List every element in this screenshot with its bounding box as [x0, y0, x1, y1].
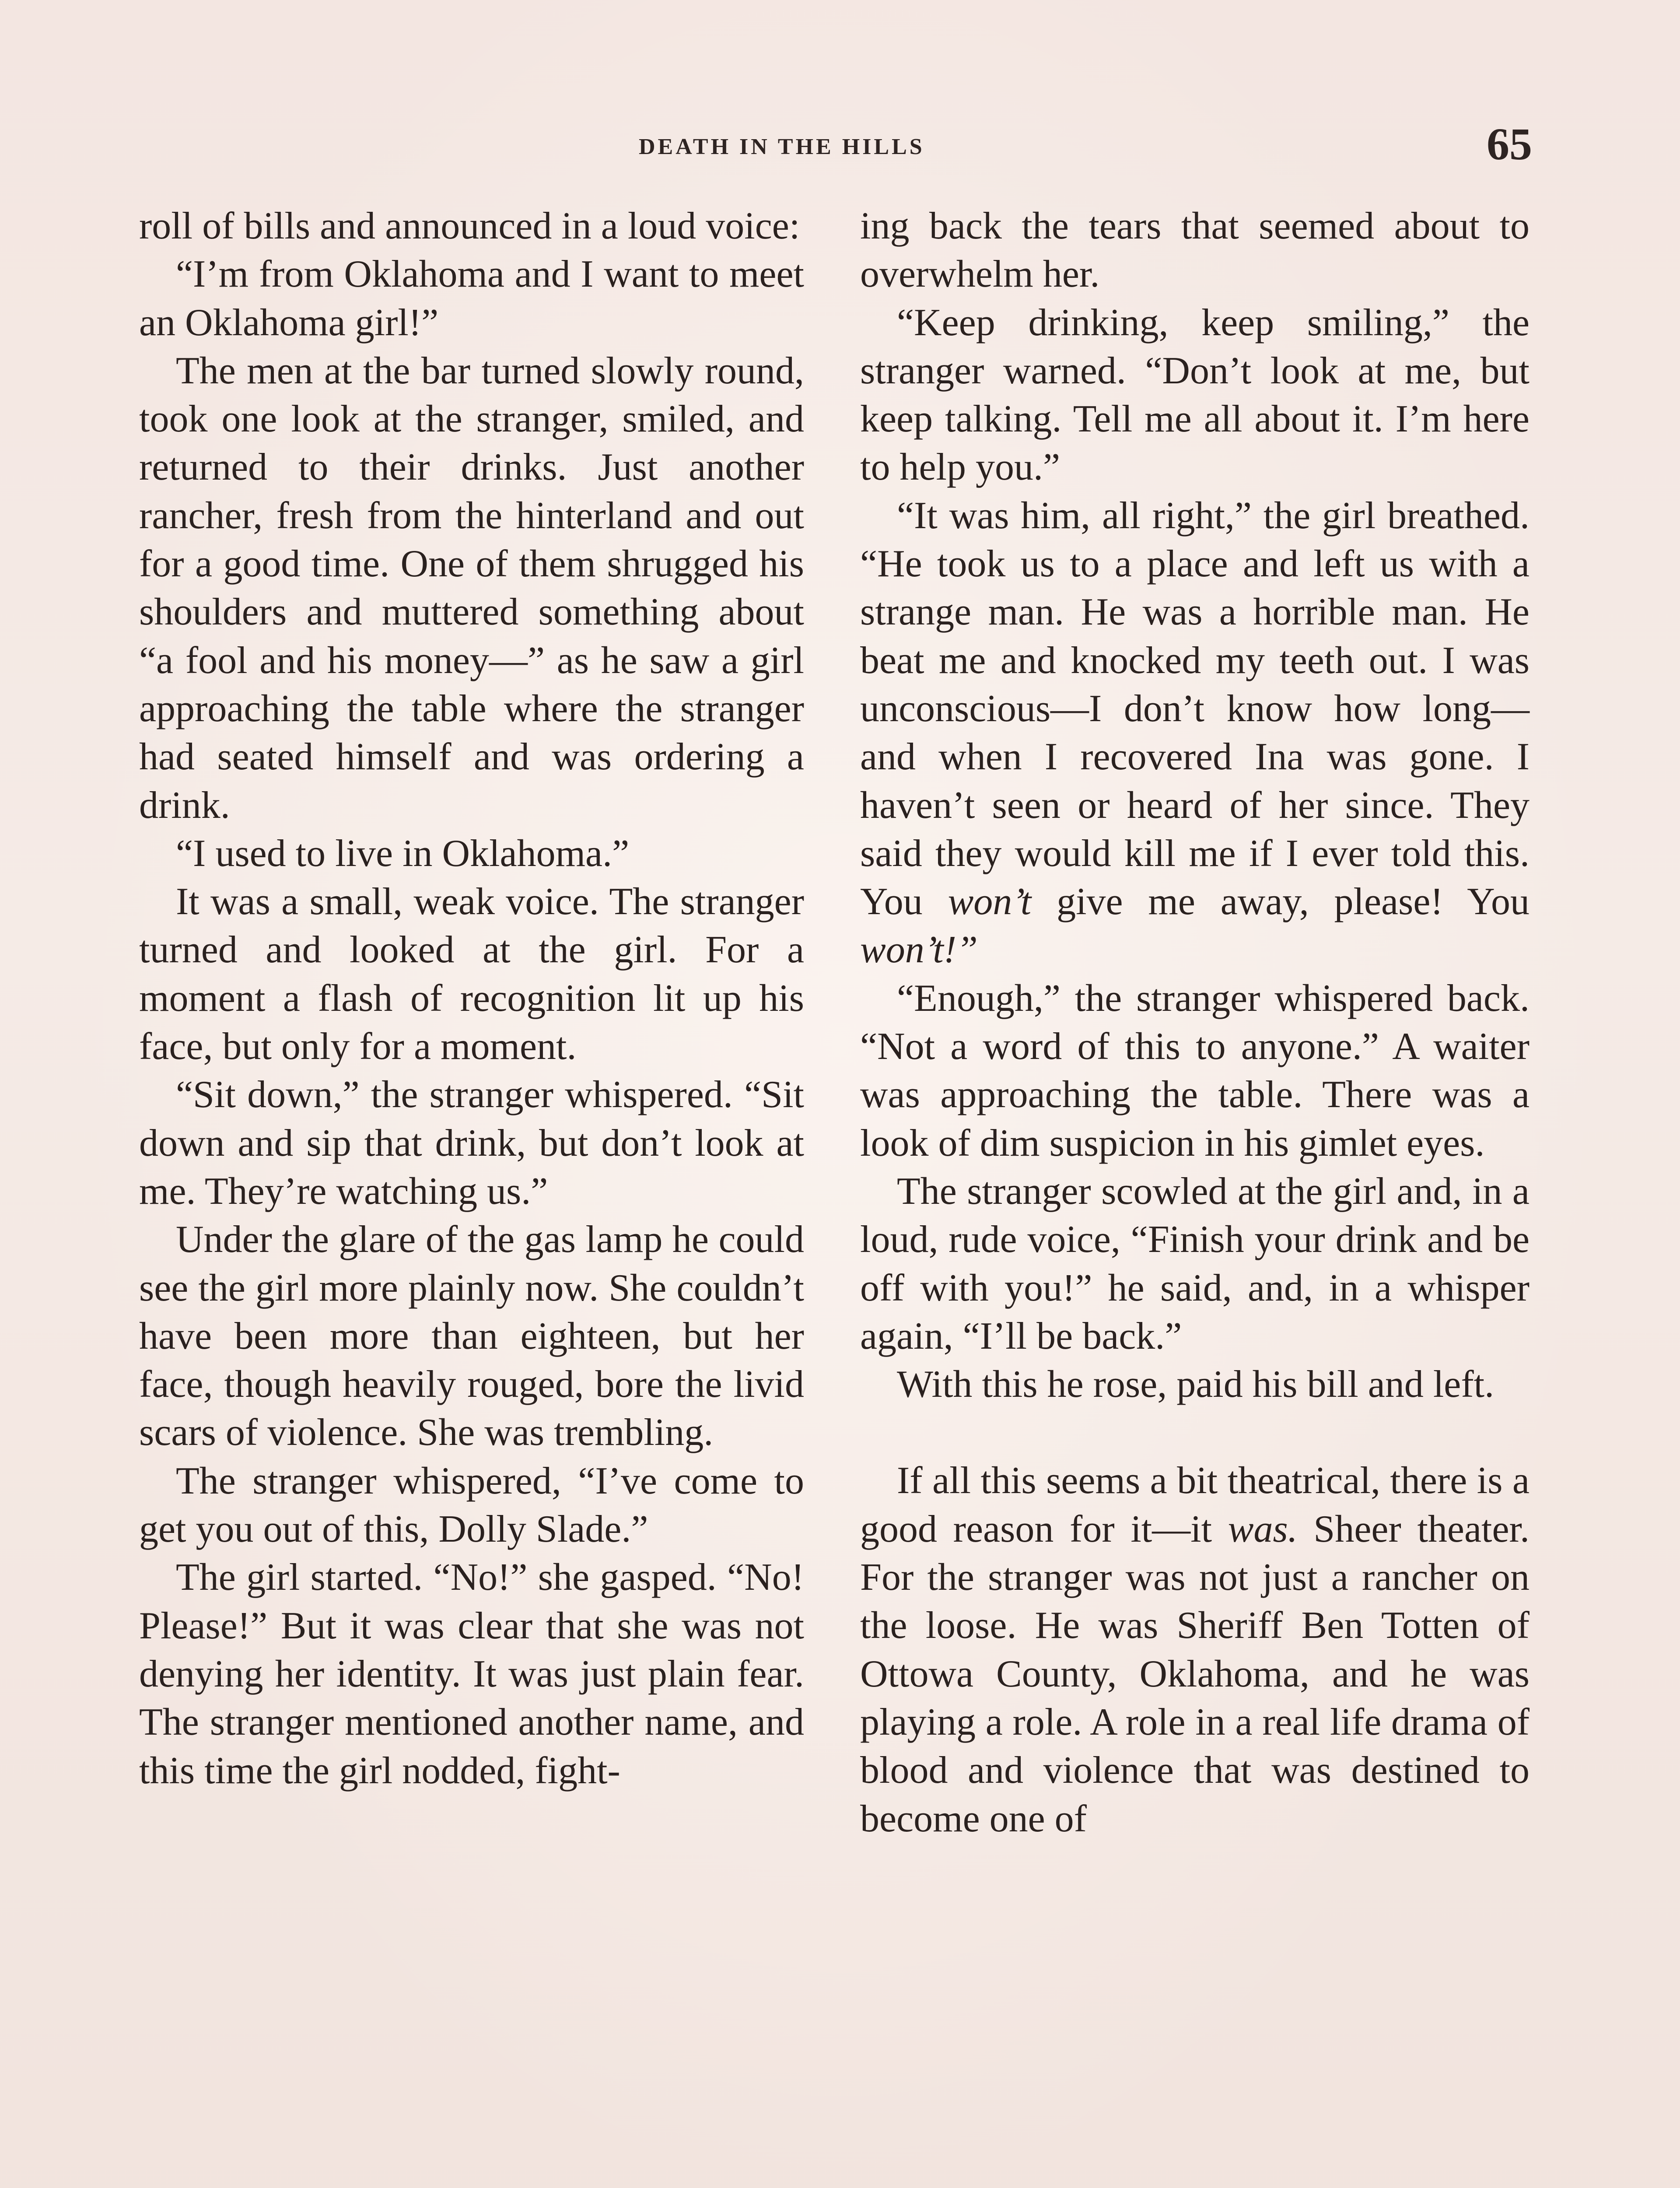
paragraph-text: “It was him, all right,” the girl breathed. “He took us to a place and left us with a strange man. He was a horrible man. He beat me and knocked my teeth out. I was unconscious—I don’t know how long—and when I recovered Ina was gone. I haven’t seen or heard of her since. They said they would kill me if I ever told this. You — [860, 494, 1530, 923]
emphasis: won’t!” — [860, 929, 978, 971]
paragraph: Under the glare of the gas lamp he could see the girl more plainly now. She couldn’t have been more than eighteen, but her face, though heavily rouged, bore the livid scars of violence. She was trembling. — [139, 1218, 804, 1454]
paragraph: “I’m from Oklahoma and I want to meet an Oklahoma girl!” — [139, 253, 804, 344]
paragraph: roll of bills and announced in a loud voice: — [139, 205, 800, 247]
paragraph: ing back the tears that seemed about to overwhelm her. — [860, 205, 1530, 296]
left-text-column — [139, 202, 804, 1795]
paragraph-text: If all this seems a bit theatrical, there is a good reason for it—it — [860, 1459, 1530, 1550]
emphasis: was. — [1228, 1508, 1298, 1550]
paragraph-text: give me away, please! You — [1031, 880, 1530, 923]
paragraph: “Keep drinking, keep smiling,” the stranger warned. “Don’t look at me, but keep talking. Tell me all about it. I’m here to help you.” — [860, 301, 1530, 489]
page-number: 65 — [1487, 119, 1532, 169]
paragraph: With this he rose, paid his bill and left. — [897, 1363, 1494, 1406]
paragraph: “Sit down,” the stranger whispered. “Sit down and sip that drink, but don’t look at me. They’re watching us.” — [139, 1073, 804, 1213]
paragraph: “I used to live in Oklahoma.” — [176, 832, 630, 875]
paragraph: The stranger whispered, “I’ve come to get you out of this, Dolly Slade.” — [139, 1459, 804, 1551]
paragraph-text: Sheer theater. For the stranger was not just a rancher on the loose. He was Sheriff Ben Totten of Ottowa County, Oklahoma, and he was playing a role. A role in a real life drama of blood and violence that was destined to become one of — [860, 1508, 1530, 1840]
paragraph: The stranger scowled at the girl and, in a loud, rude voice, “Finish your drink and be off with you!” he said, and, in a whisper again, “I’ll be back.” — [860, 1170, 1530, 1357]
paragraph: “Enough,” the stranger whispered back. “Not a word of this to anyone.” A waiter was approaching the table. There was a look of dim suspicion in his gimlet eyes. — [860, 977, 1530, 1164]
paragraph: It was a small, weak voice. The stranger turned and looked at the girl. For a moment a flash of recognition lit up his face, but only for a moment. — [139, 880, 804, 1068]
emphasis: won’t — [948, 880, 1032, 923]
paragraph — [860, 1457, 1530, 1843]
running-head: DEATH IN THE HILLS — [639, 134, 925, 159]
paragraph: The men at the bar turned slowly round, took one look at the stranger, smiled, and returned to their drinks. Just another rancher, fresh from the hinterland and out for a good time. One of them shrugged his shoulders and muttered something about “a fool and his money—” as he saw a girl approaching the table where the stranger had seated himself and was ordering a drink. — [139, 349, 804, 827]
right-text-column — [860, 202, 1530, 1843]
paragraph: The girl started. “No!” she gasped. “No! Please!” But it was clear that she was not denying her identity. It was just plain fear. The stranger mentioned another name, and this time the girl nodded, fight- — [139, 1556, 804, 1792]
paragraph — [860, 492, 1530, 975]
